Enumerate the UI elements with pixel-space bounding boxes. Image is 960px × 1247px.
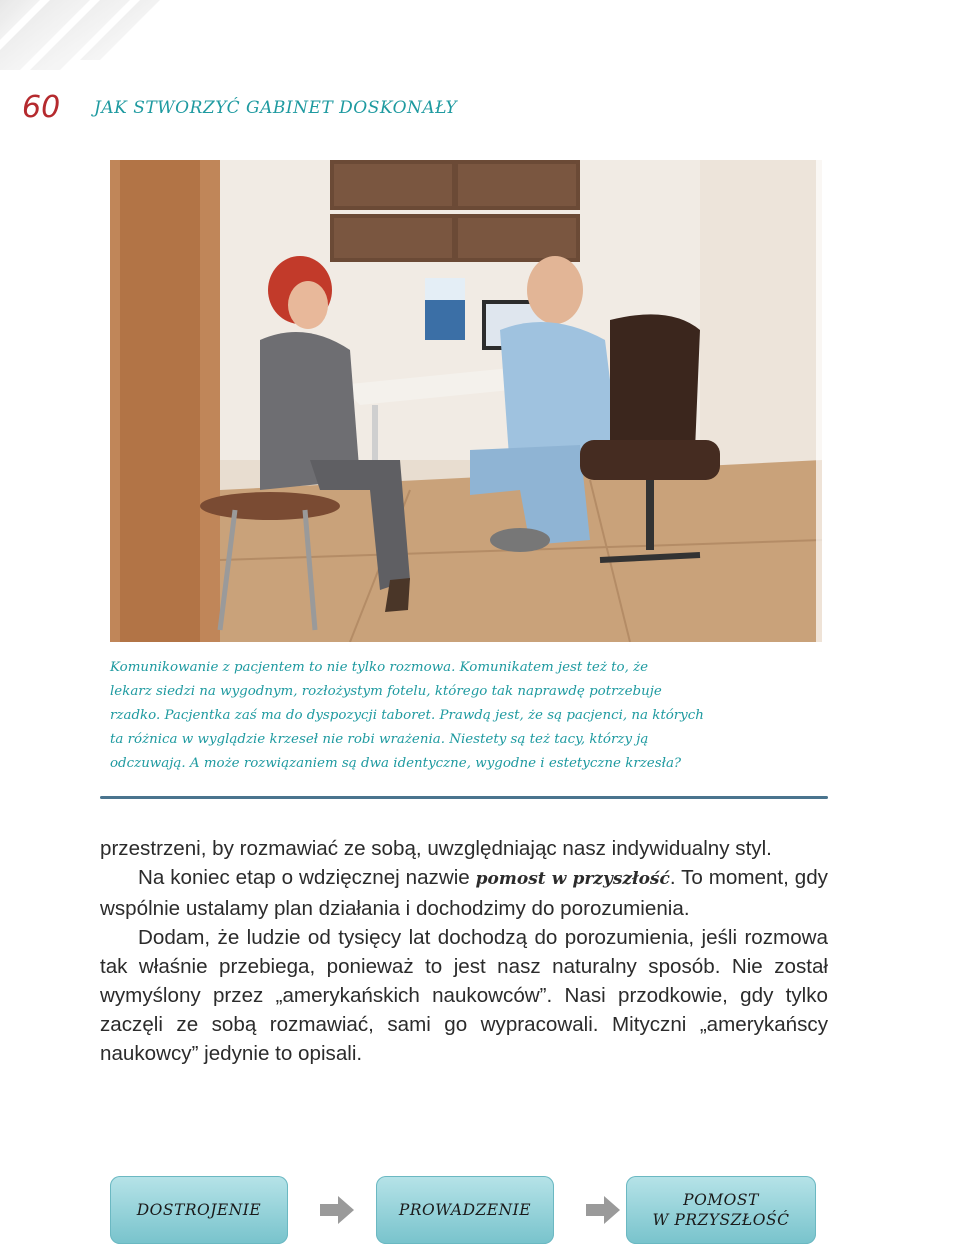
arrow-right-icon [320,1196,354,1224]
paragraph [100,863,828,923]
process-flow [110,1176,820,1246]
flow-step-label: PROWADZENIE [398,1201,532,1219]
flow-step-label-line: W PRZYSZŁOŚĆ [652,1211,790,1229]
caption-divider [100,796,828,799]
caption-line: rzadko. Pacjentka zaś ma do dyspozycji taboret. Prawdą jest, że są pacjenci, na których [110,708,704,723]
emphasized-term: pomost w przyszłość [475,869,670,889]
flow-step-label [653,1190,790,1230]
page-number: 60 [22,90,61,125]
header-decoration [0,0,960,80]
chapter-title: JAK STWORZYĆ GABINET DOSKONAŁY [94,98,458,118]
arrow-right-icon [586,1196,620,1224]
flow-step-label: DOSTROJENIE [136,1201,262,1219]
flow-step-tuning [110,1176,288,1244]
body-text [100,834,828,1068]
paragraph: Dodam, że ludzie od tysięcy lat dochodzą do porozumienia, jeśli rozmowa tak właśnie przebiega, ponieważ to jest nasz naturalny sposób. Nie został wymyślony przez „amerykańskich naukowców”. Nasi przodkowie, gdy tylko zaczęli ze sobą rozmawiać, sami go wypracowali. Mityczni „amerykańscy naukowcy” jedynie to opisali. [100,926,828,1065]
flow-step-bridge [626,1176,816,1244]
office-photo [110,160,822,642]
photo-caption [110,656,840,776]
caption-line: ta różnica w wyglądzie krzeseł nie robi wrażenia. Niestety są też tacy, którzy ją [110,732,649,747]
paragraph-text: Na koniec etap o wdzięcznej nazwie [138,866,476,889]
caption-line: Komunikowanie z pacjentem to nie tylko rozmowa. Komunikatem jest też to, że [110,660,649,675]
flow-step-label-line: POMOST [683,1191,759,1209]
caption-line: lekarz siedzi na wygodnym, rozłożystym fotelu, którego tak naprawdę potrzebuje [110,684,662,699]
caption-line: odczuwają. A może rozwiązaniem są dwa identyczne, wygodne i estetyczne krzesła? [110,756,682,771]
paragraph-text: . To moment, gdy wspólnie ustalamy plan działania i dochodzimy do porozumienia. [100,866,828,920]
paragraph: przestrzeni, by rozmawiać ze sobą, uwzględniając nasz indywidualny styl. [100,837,772,860]
flow-step-leading [376,1176,554,1244]
